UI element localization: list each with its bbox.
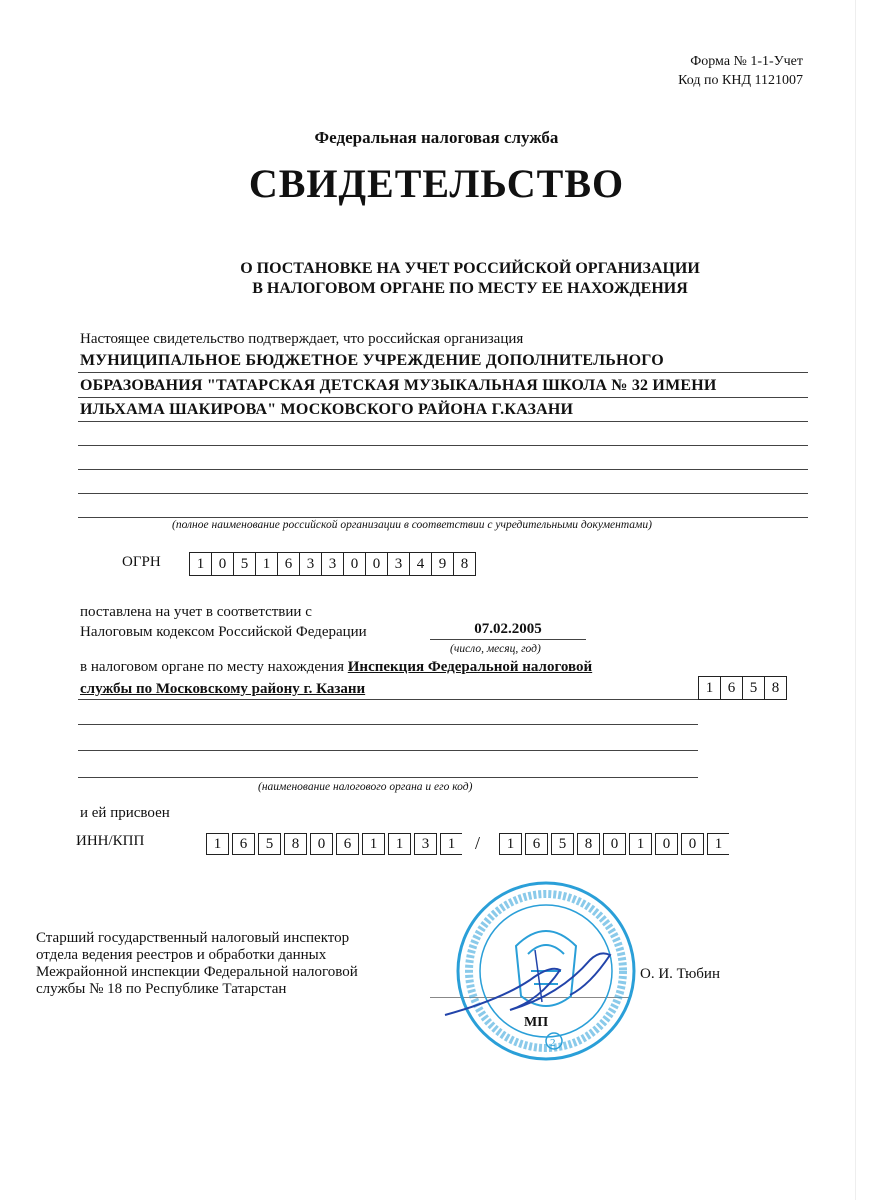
issuer: Федеральная налоговая служба [314,128,559,147]
digit-box: 1 [256,553,278,575]
digit-box: 8 [460,555,469,572]
digit-box: 6 [336,833,359,855]
digit-box: 4 [410,553,432,575]
org-rule-4 [78,445,808,446]
knd-code: Код по КНД 1121007 [678,73,803,88]
intro-text: Настоящее свидетельство подтверждает, что российская организация [80,331,524,347]
digit-box: 9 [432,553,454,575]
digit-box: 8 [771,679,780,696]
digit-box: 0 [366,553,388,575]
digit-box: 1 [699,677,721,699]
digit-box: 1 [707,833,729,855]
form-number: Форма № 1-1-Учет [690,54,803,69]
digit-box: 0 [603,833,626,855]
subtitle-line-1: О ПОСТАНОВКЕ НА УЧЕТ РОССИЙСКОЙ ОРГАНИЗАЦИИ [240,260,700,277]
org-rule-1 [78,372,808,373]
ogrn-label: ОГРН [122,554,161,570]
digit-box: 1 [388,833,411,855]
digit-box: 6 [278,553,300,575]
digit-box: 0 [681,833,704,855]
document-title: СВИДЕТЕЛЬСТВО [248,161,625,206]
assigned-text: и ей присвоен [80,805,170,821]
tax-authority-prefix [80,659,592,676]
digit-box: 1 [206,833,229,855]
tax-authority-name-1: Инспекция Федеральной налоговой [347,659,593,675]
digit-box: 0 [344,553,366,575]
digit-box: 1 [499,833,522,855]
authority-rule-4 [78,777,698,778]
registration-text-2: Налоговым кодексом Российской Федерации [80,624,367,640]
tax-authority-prefix-text: в налоговом органе по месту нахождения [80,659,345,675]
digit-box: 5 [551,833,574,855]
stamp-mp-label: МП [524,1015,549,1030]
authority-rule-1 [78,699,698,700]
digit-box: 8 [577,833,600,855]
digit-box: 3 [300,553,322,575]
inspector-line-2: отдела ведения реестров и обработки данных [36,947,327,963]
org-rule-5 [78,469,808,470]
digit-box: 6 [525,833,548,855]
org-caption: (полное наименование российской организации в соответствии с учредительными документами) [172,519,652,531]
inspector-title [36,930,426,998]
digit-box: 3 [388,553,410,575]
authority-caption: (наименование налогового органа и его код) [258,781,473,793]
digit-box: 3 [322,553,344,575]
org-rule-2 [78,397,808,398]
digit-box: 0 [310,833,333,855]
authority-rule-3 [78,750,698,751]
digit-box: 0 [212,553,234,575]
digit-box: 5 [258,833,281,855]
signature [440,940,630,1030]
inn-boxes [204,831,464,857]
digit-box: 3 [414,833,437,855]
org-name-line-2: ОБРАЗОВАНИЯ "ТАТАРСКАЯ ДЕТСКАЯ МУЗЫКАЛЬНАЯ ШКОЛА № 32 ИМЕНИ [80,377,717,394]
tax-authority-name-2: службы по Московскому району г. Казани [80,681,366,697]
form-info [678,52,803,90]
inspector-line-4: службы № 18 по Республике Татарстан [36,981,287,997]
digit-box: 5 [234,553,256,575]
digit-box: 8 [284,833,307,855]
digit-box: 1 [362,833,385,855]
digit-box: 5 [743,677,765,699]
tax-authority-code-boxes [698,676,787,700]
date-caption: (число, месяц, год) [450,643,541,655]
registration-date: 07.02.2005 [474,621,542,637]
digit-box: 6 [232,833,255,855]
registration-text-1: поставлена на учет в соответствии с [80,604,312,620]
org-name-line-3: ИЛЬХАМА ШАКИРОВА" МОСКОВСКОГО РАЙОНА Г.КАЗАНИ [80,401,574,418]
org-name-line-1: МУНИЦИПАЛЬНОЕ БЮДЖЕТНОЕ УЧРЕЖДЕНИЕ ДОПОЛНИТЕЛЬНОГО [80,352,664,369]
ogrn-boxes [189,552,476,576]
inn-kpp-label: ИНН/КПП [76,833,145,849]
date-rule [430,639,586,640]
org-rule-7 [78,517,808,518]
kpp-boxes [497,831,731,857]
inspector-name: О. И. Тюбин [640,966,720,982]
inspector-line-3: Межрайонной инспекции Федеральной налоговой [36,964,358,980]
digit-box: 6 [721,677,743,699]
digit-box: 1 [440,833,462,855]
org-rule-6 [78,493,808,494]
digit-box: 0 [655,833,678,855]
org-rule-3 [78,421,808,422]
authority-rule-2 [78,724,698,725]
digit-box: 1 [629,833,652,855]
document-subtitle [60,259,873,299]
stamp-number: 2 [550,1037,556,1049]
subtitle-line-2: В НАЛОГОВОМ ОРГАНЕ ПО МЕСТУ ЕЕ НАХОЖДЕНИЯ [252,280,688,297]
inspector-line-1: Старший государственный налоговый инспектор [36,930,350,946]
inn-kpp-separator: / [475,833,481,853]
digit-box: 1 [190,553,212,575]
